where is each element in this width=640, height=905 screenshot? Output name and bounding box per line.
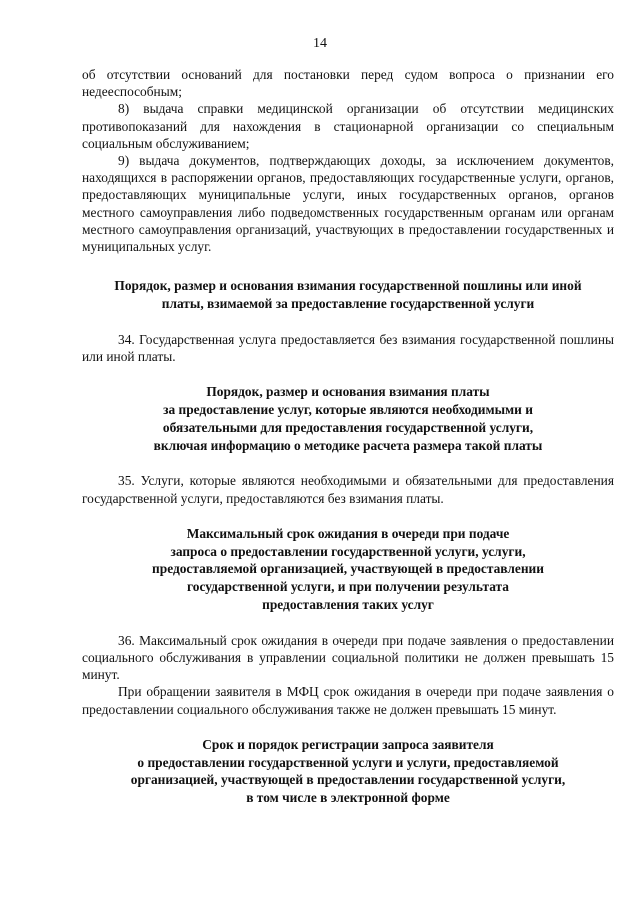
heading-line: включая информацию о методике расчета размера такой платы bbox=[153, 437, 543, 453]
paragraph-35: 35. Услуги, которые являются необходимыми и обязательными для предоставления государственной услуги, предоставляются без взимания платы. bbox=[82, 473, 614, 506]
paragraph-34: 34. Государственная услуга предоставляется без взимания государственной пошлины или иной платы. bbox=[82, 331, 614, 365]
list-item-8: 8) выдача справки медицинской организации об отсутствии медицинских противопоказаний для нахождения в стационарной организации со специальным социальным обслуживанием; bbox=[82, 101, 614, 151]
heading-line: о предоставлении государственной услуги и услуги, предоставляемой bbox=[137, 754, 559, 770]
heading-line: обязательными для предоставления государственной услуги, bbox=[162, 419, 534, 435]
page-number: 14 bbox=[313, 36, 327, 51]
heading-state-fee bbox=[82, 277, 614, 313]
heading-request-registration bbox=[82, 736, 614, 807]
heading-line: за предоставление услуг, которые являются необходимыми и bbox=[163, 402, 533, 418]
heading-line: Срок и порядок регистрации запроса заявителя bbox=[202, 736, 494, 752]
heading-line: организацией, участвующей в предоставлении государственной услуги, bbox=[130, 772, 566, 788]
heading-payment-for-services bbox=[82, 383, 614, 454]
heading-line: государственной услуги, и при получении результата bbox=[187, 579, 509, 595]
paragraph-continuation: об отсутствии оснований для постановки перед судом вопроса о признании его недееспособным; bbox=[82, 67, 614, 100]
heading-line: предоставляемой организацией, участвующей в предоставлении bbox=[152, 561, 544, 577]
heading-line: предоставления таких услуг bbox=[262, 597, 434, 613]
page-body bbox=[82, 66, 614, 807]
heading-line: Порядок, размер и основания взимания платы bbox=[206, 384, 490, 400]
paragraph-36: 36. Максимальный срок ожидания в очереди при подаче заявления о предоставлении социального обслуживания в управлении социальной политики не должен превышать 15 минут. bbox=[82, 632, 614, 683]
paragraph-mfc-waiting: При обращении заявителя в МФЦ срок ожидания в очереди при подаче заявления о предоставлении социального обслуживания также не должен превышать 15 минут. bbox=[82, 684, 614, 717]
heading-waiting-time bbox=[82, 525, 614, 614]
heading-line: запроса о предоставлении государственной услуги, услуги, bbox=[170, 543, 526, 559]
list-item-9: 9) выдача документов, подтверждающих доходы, за исключением документов, находящихся в распоряжении органов, предоставляющих государственные услуги, органов, предоставляющих муниципальные услуги, иных государственных органов, органов местного самоуправления либо подведомственных государственным органам или органам местного самоуправления организаций, участвующих в предоставлении государственных и муниципальных услуг. bbox=[82, 153, 614, 255]
heading-line: Максимальный срок ожидания в очереди при подаче bbox=[186, 525, 510, 541]
heading-line: Порядок, размер и основания взимания государственной пошлины или иной bbox=[114, 278, 582, 294]
heading-line: платы, взимаемой за предоставление государственной услуги bbox=[161, 296, 535, 312]
heading-line: в том числе в электронной форме bbox=[246, 790, 450, 806]
